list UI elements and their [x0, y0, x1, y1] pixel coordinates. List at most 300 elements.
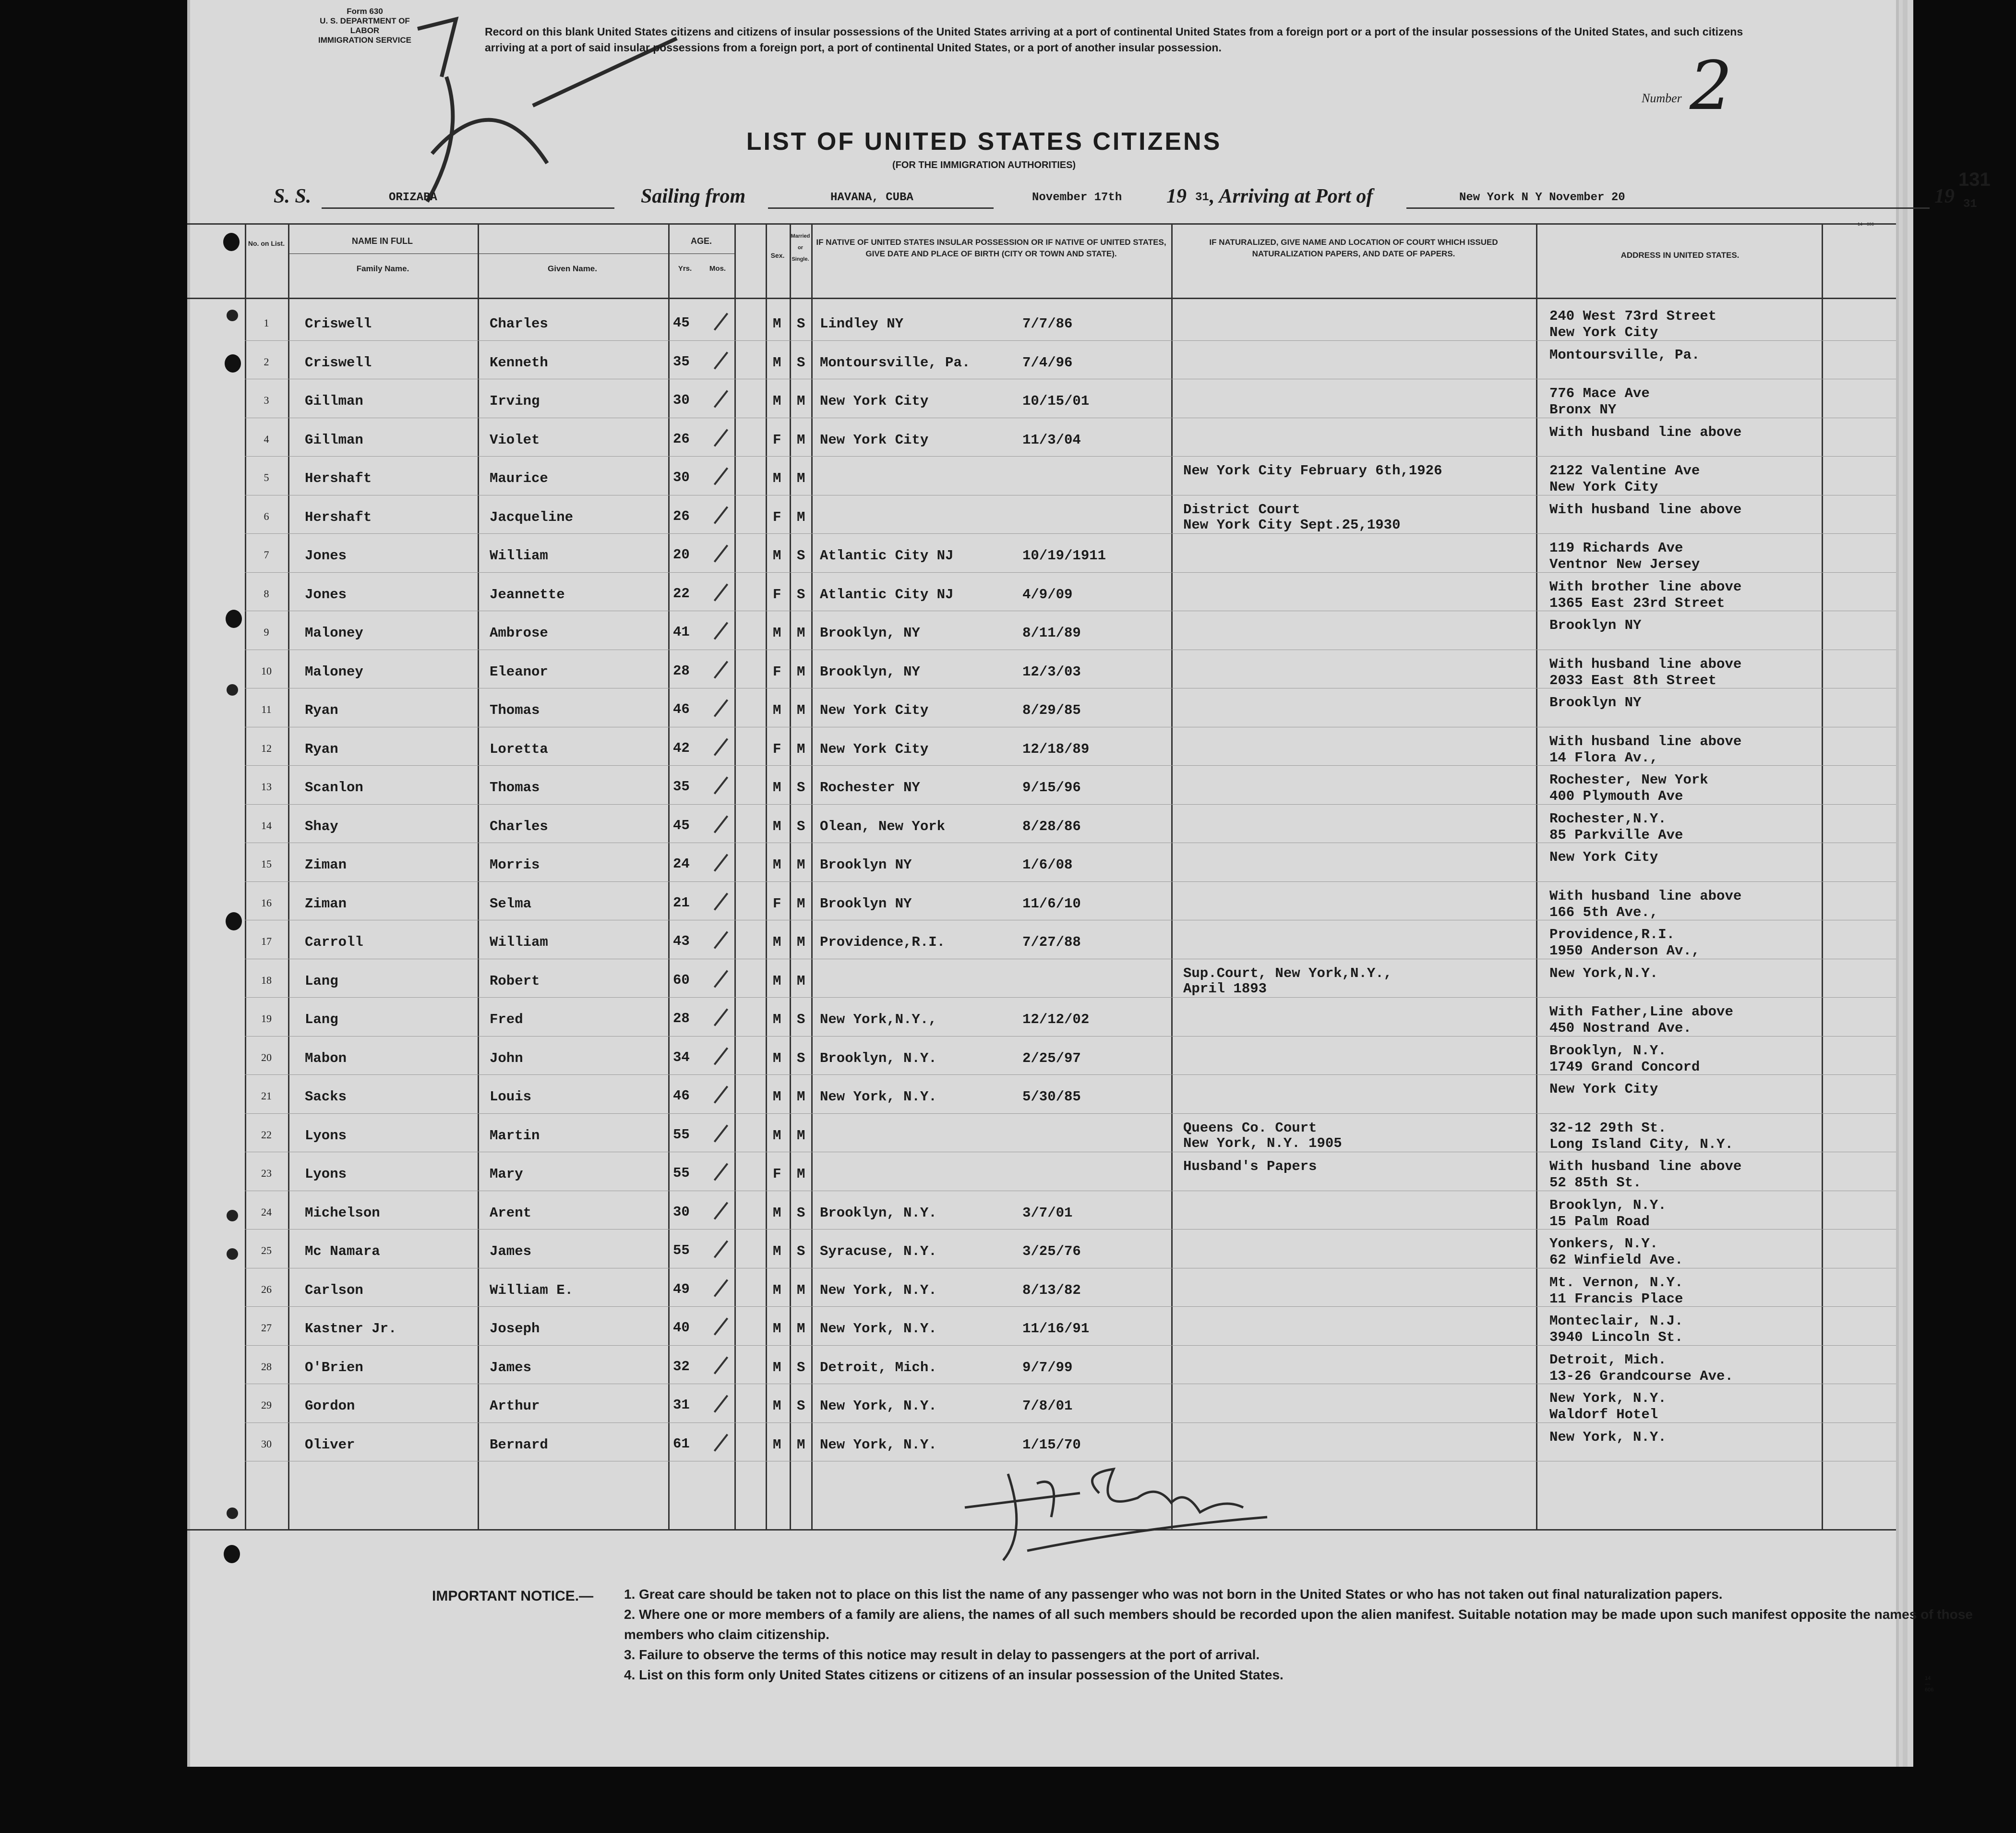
- given-name: Jacqueline: [490, 509, 574, 525]
- naturalization-court: District Court: [1183, 501, 1300, 518]
- birth-place: Rochester NY: [820, 780, 920, 796]
- given-name: William E.: [490, 1282, 574, 1298]
- address-line-2: 62 Winfield Ave.: [1549, 1252, 1683, 1268]
- sailing-from-port: HAVANA, CUBA: [830, 191, 913, 204]
- family-name: Hershaft: [305, 470, 372, 486]
- number-value: 2: [1690, 47, 1733, 125]
- family-name: Gillman: [305, 393, 363, 409]
- birth-place: Olean, New York: [820, 818, 946, 834]
- binder-hole: [227, 1248, 238, 1260]
- line-number: 12: [261, 742, 272, 754]
- marital-status: M: [797, 895, 805, 912]
- given-name: John: [490, 1050, 523, 1066]
- marital-status: S: [797, 316, 805, 332]
- header-sex: Sex.: [770, 252, 785, 259]
- binder-hole: [223, 233, 240, 251]
- arrival-underline: [1406, 207, 1930, 209]
- address-line-1: Monteclair, N.J.: [1549, 1313, 1683, 1329]
- line-number: 3: [264, 394, 269, 406]
- ss-label: S. S.: [274, 185, 312, 207]
- age-years: 40: [673, 1320, 690, 1336]
- birth-date: 12/3/03: [1022, 663, 1081, 680]
- line-number: 22: [261, 1128, 272, 1141]
- address-line-1: With Father,Line above: [1549, 1004, 1733, 1020]
- birth-date: 8/28/86: [1022, 818, 1081, 834]
- address-line-2: Waldorf Hotel: [1549, 1407, 1658, 1423]
- birth-place: Detroit, Mich.: [820, 1359, 937, 1375]
- column-divider: [766, 223, 767, 1529]
- address-line-1: Brooklyn, N.Y.: [1549, 1197, 1667, 1213]
- line-number: 11: [261, 703, 272, 715]
- column-divider: [668, 223, 670, 1529]
- line-number: 7: [264, 549, 269, 561]
- age-years: 49: [673, 1281, 690, 1297]
- birth-date: 11/3/04: [1022, 432, 1081, 448]
- line-number: 23: [261, 1167, 272, 1179]
- sex-value: F: [773, 895, 781, 912]
- marital-status: M: [797, 702, 805, 718]
- address-line-1: Brooklyn, N.Y.: [1549, 1042, 1667, 1059]
- birth-place: Montoursville, Pa.: [820, 354, 971, 371]
- family-name: Lang: [305, 973, 338, 989]
- sex-value: M: [773, 1205, 781, 1221]
- given-name: Mary: [490, 1166, 523, 1182]
- birth-place: Brooklyn NY: [820, 857, 912, 873]
- birth-date: 7/27/88: [1022, 934, 1081, 950]
- family-name: Lang: [305, 1012, 338, 1027]
- form-info: [310, 7, 420, 45]
- line-number: 2: [264, 355, 269, 368]
- address-line-1: New York, N.Y.: [1549, 1390, 1667, 1406]
- given-name: Maurice: [490, 470, 548, 486]
- year-prefix: 19: [1166, 185, 1187, 207]
- service-name: IMMIGRATION SERVICE: [318, 36, 411, 45]
- birth-date: 3/25/76: [1022, 1243, 1081, 1259]
- header-mos: Mos.: [709, 265, 726, 273]
- row-divider: [245, 997, 1896, 998]
- sex-value: M: [773, 702, 781, 718]
- check-mark: [714, 1124, 728, 1142]
- column-divider: [245, 223, 246, 1529]
- address-line-1: 32-12 29th St.: [1549, 1120, 1667, 1136]
- address-line-2: Ventnor New Jersey: [1549, 556, 1700, 572]
- age-years: 30: [673, 392, 690, 408]
- address-line-2: 400 Plymouth Ave: [1549, 788, 1683, 804]
- sex-value: F: [773, 509, 781, 525]
- birth-place: New York, N.Y.: [820, 1089, 937, 1105]
- line-number: 20: [261, 1051, 272, 1063]
- age-years: 61: [673, 1435, 690, 1452]
- birth-place: New York, N.Y.: [820, 1282, 937, 1298]
- family-name: Ryan: [305, 702, 338, 718]
- birth-place: New York,N.Y.,: [820, 1012, 937, 1027]
- header-bottom-border: [187, 298, 1896, 299]
- header-address: ADDRESS IN UNITED STATES.: [1620, 251, 1740, 260]
- sex-value: M: [773, 1436, 781, 1453]
- given-name: Irving: [490, 393, 540, 409]
- address-line-1: Detroit, Mich.: [1549, 1351, 1667, 1368]
- sex-value: M: [773, 354, 781, 371]
- check-mark: [714, 1434, 728, 1451]
- birth-date: 12/18/89: [1022, 741, 1090, 757]
- family-name: Jones: [305, 586, 347, 603]
- marital-status: M: [797, 973, 805, 989]
- birth-date: 3/7/01: [1022, 1205, 1073, 1221]
- given-name: Loretta: [490, 741, 548, 757]
- form-code: 14—606: [1925, 1676, 1934, 1693]
- given-name: Fred: [490, 1012, 523, 1027]
- naturalization-detail: New York City Sept.25,1930: [1183, 517, 1401, 533]
- column-divider: [790, 223, 791, 1529]
- naturalization-court: Sup.Court, New York,N.Y.,: [1183, 965, 1392, 981]
- row-divider: [245, 533, 1896, 534]
- ship-underline: [322, 207, 614, 209]
- given-name: Morris: [490, 857, 540, 873]
- birth-date: 10/19/1911: [1022, 548, 1106, 564]
- arrival-year: 31: [1963, 198, 1977, 211]
- address-line-1: 2122 Valentine Ave: [1549, 463, 1700, 479]
- marital-status: M: [797, 1166, 805, 1182]
- check-mark: [714, 390, 728, 408]
- sex-value: M: [773, 1398, 781, 1414]
- address-line-2: New York City: [1549, 325, 1658, 340]
- birth-place: Lindley NY: [820, 316, 904, 332]
- marital-status: M: [797, 1436, 805, 1453]
- birth-date: 1/6/08: [1022, 857, 1073, 873]
- family-name: Oliver: [305, 1436, 355, 1453]
- age-years: 26: [673, 431, 690, 447]
- family-name: Ryan: [305, 741, 338, 757]
- address-line-1: Rochester, New York: [1549, 772, 1708, 788]
- address-line-2: 13-26 Grandcourse Ave.: [1549, 1368, 1733, 1384]
- family-name: Carroll: [305, 934, 363, 950]
- address-line-1: With brother line above: [1549, 579, 1742, 595]
- form-number: Form 630: [347, 7, 383, 16]
- address-line-1: New York City: [1549, 1081, 1658, 1097]
- address-line-1: With husband line above: [1549, 656, 1742, 672]
- birth-date: 8/13/82: [1022, 1282, 1081, 1298]
- birth-place: New York City: [820, 741, 929, 757]
- check-mark: [714, 970, 728, 988]
- address-line-2: Bronx NY: [1549, 402, 1617, 418]
- marital-status: M: [797, 741, 805, 757]
- birth-place: Brooklyn, N.Y.: [820, 1050, 937, 1066]
- birth-place: New York City: [820, 393, 929, 409]
- binder-hole: [227, 1210, 238, 1221]
- header-native: IF NATIVE OF UNITED STATES INSULAR POSSESSION OR IF NATIVE OF UNITED STATES, GIVE DATE AND PLACE OF BIRTH (CITY OR TOWN AND STATE).: [816, 238, 1166, 258]
- naturalization-detail: New York, N.Y. 1905: [1183, 1135, 1342, 1151]
- marital-status: M: [797, 857, 805, 873]
- line-number: 15: [261, 858, 272, 870]
- notice-item-3: 3. Failure to observe the terms of this notice may result in delay to passengers at the port of arrival.: [624, 1647, 1260, 1662]
- birth-date: 4/9/09: [1022, 586, 1073, 603]
- sailing-date: November 17th: [1032, 191, 1122, 204]
- given-name: Arent: [490, 1205, 532, 1221]
- family-name: Sacks: [305, 1089, 347, 1105]
- given-name: Jeannette: [490, 586, 565, 603]
- family-name: Mc Namara: [305, 1243, 380, 1259]
- given-name: James: [490, 1243, 532, 1259]
- sex-value: F: [773, 1166, 781, 1182]
- line-number: 9: [264, 626, 269, 638]
- notice-label: IMPORTANT NOTICE.—: [432, 1588, 594, 1604]
- address-line-2: 15 Palm Road: [1549, 1213, 1650, 1230]
- naturalization-court: Husband's Papers: [1183, 1158, 1317, 1174]
- address-line-2: 52 85th St.: [1549, 1175, 1642, 1191]
- sex-value: M: [773, 973, 781, 989]
- department-name: U. S. DEPARTMENT OF LABOR: [320, 16, 410, 35]
- address-line-2: 1749 Grand Concord: [1549, 1059, 1700, 1075]
- address-line-1: 776 Mace Ave: [1549, 386, 1650, 401]
- sex-value: M: [773, 934, 781, 950]
- age-years: 34: [673, 1049, 690, 1065]
- address-line-2: 3940 Lincoln St.: [1549, 1329, 1683, 1345]
- address-line-1: With husband line above: [1549, 1158, 1742, 1174]
- birth-date: 12/12/02: [1022, 1012, 1090, 1027]
- marital-status: M: [797, 625, 805, 641]
- line-number: 27: [261, 1322, 272, 1334]
- binder-hole: [225, 354, 241, 373]
- sex-value: M: [773, 1127, 781, 1144]
- marital-status: S: [797, 1243, 805, 1259]
- marital-status: M: [797, 470, 805, 486]
- header-age: AGE.: [690, 236, 712, 246]
- birth-place: Syracuse, N.Y.: [820, 1243, 937, 1259]
- age-years: 32: [673, 1358, 690, 1375]
- sex-value: F: [773, 741, 781, 757]
- age-years: 55: [673, 1165, 690, 1181]
- birth-date: 5/30/85: [1022, 1089, 1081, 1105]
- sex-value: F: [773, 586, 781, 603]
- notice-item-2: 2. Where one or more members of a family are aliens, the names of all such members should be recorded upon the alien manifest. Suitable notation may be made upon such manifest opposite the names of those members who claim citizenship.: [624, 1607, 1973, 1642]
- birth-place: Providence,R.I.: [820, 934, 946, 950]
- age-years: 28: [673, 1011, 690, 1026]
- number-label: Number: [1642, 91, 1682, 105]
- intro-text: Record on this blank United States citizens and citizens of insular possessions of the United States arriving at a port of continental United States from a foreign port or a port of the insular possessions of the United States, and such citizens arriving at a port of said insular possessions from a foreign port, a port of continental United States, or a port of another insular possession.: [485, 25, 1743, 54]
- sex-value: M: [773, 1321, 781, 1337]
- marital-status: M: [797, 1127, 805, 1144]
- column-divider: [1536, 223, 1537, 1529]
- sex-value: M: [773, 1050, 781, 1066]
- marital-status: S: [797, 1398, 805, 1414]
- family-name: Gillman: [305, 432, 363, 448]
- given-name: Charles: [490, 316, 548, 332]
- birth-place: Brooklyn, NY: [820, 663, 920, 680]
- sex-value: M: [773, 316, 781, 332]
- address-line-1: 240 West 73rd Street: [1549, 308, 1717, 324]
- given-name: Thomas: [490, 780, 540, 796]
- check-mark: [714, 1395, 728, 1412]
- age-years: 24: [673, 856, 690, 872]
- header-no: No. on List.: [248, 240, 285, 247]
- header-naturalized: IF NATURALIZED, GIVE NAME AND LOCATION OF COURT WHICH ISSUED NATURALIZATION PAPERS, AND DATE OF PAPERS.: [1209, 238, 1498, 258]
- age-header-divider: [668, 253, 734, 254]
- given-name: Ambrose: [490, 625, 548, 641]
- check-mark: [714, 429, 728, 446]
- line-number: 5: [264, 471, 269, 483]
- check-mark: [714, 892, 728, 910]
- binder-hole: [227, 684, 238, 696]
- family-name: O'Brien: [305, 1359, 363, 1375]
- given-name: Selma: [490, 895, 532, 912]
- naturalization-court: New York City February 6th,1926: [1183, 463, 1442, 479]
- marital-status: S: [797, 1012, 805, 1027]
- address-line-2: 166 5th Ave.,: [1549, 904, 1658, 920]
- age-years: 30: [673, 1204, 690, 1220]
- check-mark: [714, 1317, 728, 1335]
- column-divider: [734, 223, 736, 1529]
- address-line-2: 1950 Anderson Av.,: [1549, 943, 1700, 959]
- address-line-1: Rochester,N.Y.: [1549, 810, 1667, 827]
- address-line-1: 119 Richards Ave: [1549, 540, 1683, 556]
- line-number: 24: [261, 1206, 272, 1218]
- check-mark: [714, 1202, 728, 1219]
- age-years: 21: [673, 894, 690, 911]
- age-years: 45: [673, 315, 690, 331]
- line-number: 1: [264, 317, 269, 329]
- table-top-border: [187, 223, 1896, 225]
- family-name: Kastner Jr.: [305, 1321, 397, 1337]
- address-line-1: With husband line above: [1549, 733, 1742, 749]
- sex-value: M: [773, 393, 781, 409]
- family-name: Lyons: [305, 1127, 347, 1144]
- given-name: William: [490, 548, 548, 564]
- birth-date: 9/15/96: [1022, 780, 1081, 796]
- check-mark: [714, 467, 728, 485]
- arrival-port-date: New York N Y November 20: [1459, 191, 1625, 204]
- address-line-1: Yonkers, N.Y.: [1549, 1236, 1658, 1252]
- family-name: Ziman: [305, 857, 347, 873]
- column-divider: [811, 223, 813, 1529]
- check-mark: [714, 815, 728, 833]
- marital-status: S: [797, 548, 805, 564]
- address-line-2: 2033 East 8th Street: [1549, 672, 1717, 688]
- given-name: Bernard: [490, 1436, 548, 1453]
- age-years: 46: [673, 1088, 690, 1104]
- marital-status: M: [797, 1282, 805, 1298]
- birth-place: New York, N.Y.: [820, 1321, 937, 1337]
- check-mark: [714, 854, 728, 871]
- check-mark: [714, 544, 728, 562]
- marital-status: S: [797, 780, 805, 796]
- age-years: 45: [673, 817, 690, 833]
- check-mark: [714, 931, 728, 949]
- line-number: 25: [261, 1244, 272, 1256]
- sailing-from-label: Sailing from: [641, 185, 746, 207]
- given-name: William: [490, 934, 548, 950]
- address-line-2: 450 Nostrand Ave.: [1549, 1020, 1692, 1036]
- line-number: 18: [261, 974, 272, 986]
- check-mark: [714, 661, 728, 678]
- family-name: Lyons: [305, 1166, 347, 1182]
- marital-status: S: [797, 586, 805, 603]
- year-prefix-2: 19: [1934, 185, 1955, 207]
- address-line-2: 11 Francis Place: [1549, 1290, 1683, 1307]
- address-line-1: New York City: [1549, 849, 1658, 865]
- birth-date: 1/15/70: [1022, 1436, 1081, 1453]
- header-yrs: Yrs.: [678, 265, 692, 273]
- header-given: Given Name.: [548, 264, 597, 273]
- check-mark: [714, 699, 728, 717]
- given-name: Martin: [490, 1127, 540, 1144]
- marital-status: M: [797, 432, 805, 448]
- birth-place: New York, N.Y.: [820, 1398, 937, 1414]
- age-years: 55: [673, 1126, 690, 1143]
- from-underline: [768, 207, 994, 209]
- age-years: 31: [673, 1397, 690, 1413]
- line-number: 6: [264, 510, 269, 522]
- sex-value: M: [773, 1282, 781, 1298]
- check-mark: [714, 1047, 728, 1065]
- line-number: 29: [261, 1399, 272, 1411]
- line-number: 4: [264, 433, 269, 445]
- address-line-1: New York,N.Y.: [1549, 965, 1658, 981]
- address-line-2: Long Island City, N.Y.: [1549, 1136, 1733, 1152]
- notice-item-4: 4. List on this form only United States citizens or citizens of an insular possession of the United States.: [624, 1667, 1284, 1682]
- binder-hole: [227, 1507, 238, 1519]
- line-number: 19: [261, 1013, 272, 1025]
- page-title: LIST OF UNITED STATES CITIZENS: [746, 128, 1222, 156]
- marital-status: M: [797, 934, 805, 950]
- marital-status: S: [797, 354, 805, 371]
- page-edge: [187, 0, 190, 1767]
- check-mark: [714, 622, 728, 639]
- address-line-1: With husband line above: [1549, 888, 1742, 904]
- family-name: Shay: [305, 818, 338, 834]
- birth-place: Brooklyn, NY: [820, 625, 920, 641]
- birth-date: 8/29/85: [1022, 702, 1081, 718]
- sex-value: F: [773, 432, 781, 448]
- line-number: 26: [261, 1283, 272, 1295]
- check-mark: [714, 506, 728, 524]
- birth-place: Atlantic City NJ: [820, 586, 954, 603]
- age-years: 26: [673, 508, 690, 524]
- address-line-1: With husband line above: [1549, 501, 1742, 518]
- given-name: Arthur: [490, 1398, 540, 1414]
- age-years: 60: [673, 972, 690, 988]
- given-name: Kenneth: [490, 354, 548, 371]
- binder-hole: [226, 610, 242, 628]
- address-line-2: 85 Parkville Ave: [1549, 827, 1683, 843]
- check-mark: [714, 313, 728, 330]
- birth-date: 7/7/86: [1022, 316, 1073, 332]
- sex-value: M: [773, 1243, 781, 1259]
- birth-place: Brooklyn NY: [820, 895, 912, 912]
- given-name: Joseph: [490, 1321, 540, 1337]
- family-name: Carlson: [305, 1282, 363, 1298]
- marital-status: M: [797, 1321, 805, 1337]
- address-line-1: With husband line above: [1549, 424, 1742, 440]
- family-name: Criswell: [305, 354, 372, 371]
- sex-value: F: [773, 663, 781, 680]
- family-name: Michelson: [305, 1205, 380, 1221]
- marital-status: S: [797, 1050, 805, 1066]
- birth-date: 11/6/10: [1022, 895, 1081, 912]
- column-divider: [288, 223, 289, 1529]
- address-line-1: Brooklyn NY: [1549, 617, 1642, 633]
- sex-value: M: [773, 1012, 781, 1027]
- sex-value: M: [773, 818, 781, 834]
- family-name: Jones: [305, 548, 347, 564]
- sex-value: M: [773, 625, 781, 641]
- column-divider: [478, 223, 479, 1529]
- line-number: 17: [261, 935, 272, 947]
- age-years: 22: [673, 585, 690, 602]
- line-number: 10: [261, 664, 272, 677]
- family-name: Criswell: [305, 316, 372, 332]
- sex-value: M: [773, 470, 781, 486]
- marital-status: S: [797, 1359, 805, 1375]
